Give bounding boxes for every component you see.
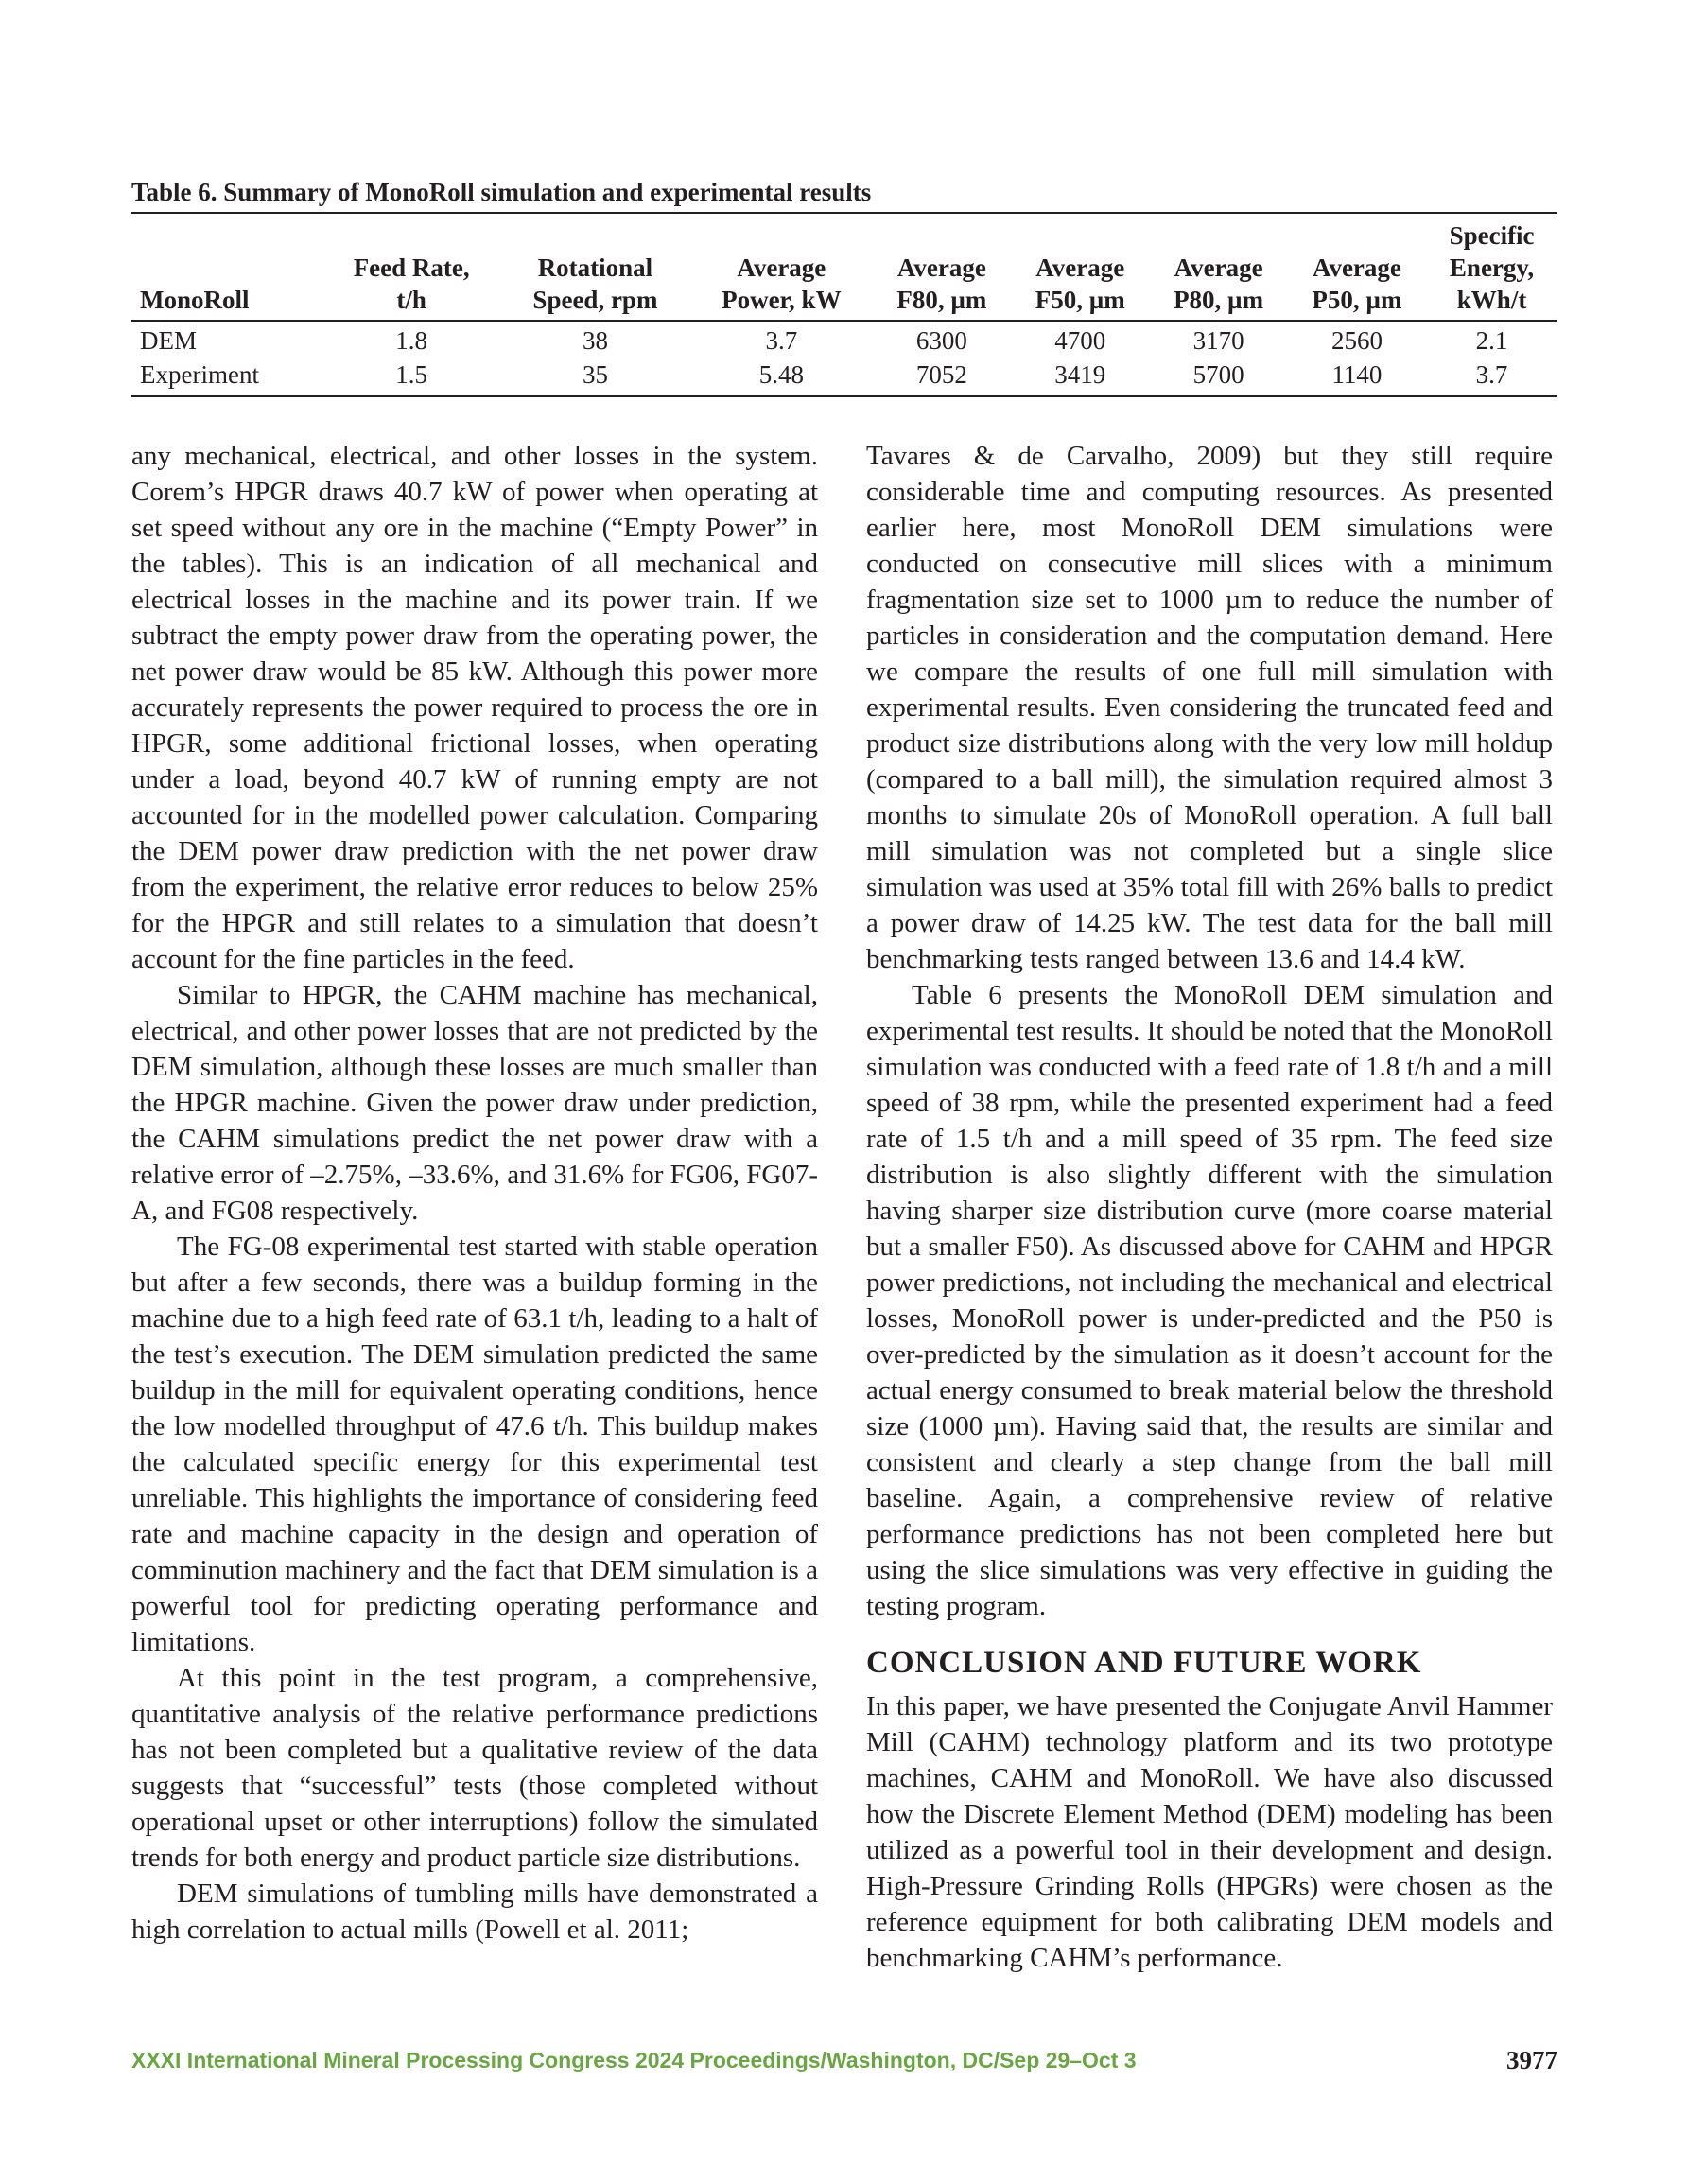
table-row xyxy=(131,321,1557,358)
table-cell: 35 xyxy=(582,360,608,389)
table-header-cell xyxy=(1288,213,1426,321)
paragraph: The FG-08 experimental test started with stable operation but after a few seconds, there was a buildup forming in the machine due to a high feed rate of 63.1 t/h, leading to a halt of the test’s execution. The DEM simulation predicted the same buildup in the mill for equivalent operating conditions, hence the low modelled throughput of 47.6 t/h. This buildup makes the calculated specific energy for this experimental test unreliable. This highlights the importance of considering feed rate and machine capacity in the design and operation of comminution machinery and the fact that DEM simulation is a powerful tool for predicting operating performance and limitations. xyxy=(131,1232,818,1657)
paragraph: In this paper, we have presented the Conjugate Anvil Hammer Mill (CAHM) technology platform and its two prototype machines, CAHM and MonoRoll. We have also discussed how the Discrete Element Method (DEM) modeling has been utilized as a powerful tool in their development and design. High-Pressure Grinding Rolls (HPGRs) were chosen as the reference equipment for both calibrating DEM models and benchmarking CAHM’s performance. xyxy=(866,1691,1553,1973)
table-header-text: Power, kW xyxy=(722,286,842,314)
table-body xyxy=(131,321,1557,396)
table-header-text: F50, µm xyxy=(1035,286,1125,314)
page-footer xyxy=(131,2048,1557,2076)
table-cell: 3.7 xyxy=(765,326,798,355)
table-header-text: Specific xyxy=(1449,221,1535,250)
paragraph: Table 6 presents the MonoRoll DEM simulation and experimental test results. It should be noted that the MonoRoll simulation was conducted with a feed rate of 1.8 t/h and a mill speed of 38 rpm, while the presented experiment had a feed rate of 1.5 t/h and a mill speed of 35 rpm. The feed size distribution is also slightly different with the simulation having sharper size distribution curve (more coarse material but a smaller F50). As discussed above for CAHM and HPGR power predictions, not including the mechanical and electrical losses, MonoRoll power is under-predicted and the P50 is over-predicted by the simulation as it doesn’t account for the actual energy consumed to break material below the threshold size (1000 µm). Having said that, the results are similar and consistent and clearly a step change from the ball mill baseline. Again, a comprehensive review of relative performance predictions has not been completed here but using the slice simulations was very effective in guiding the testing program. xyxy=(866,980,1553,1621)
table-header-text: Rotational xyxy=(537,253,653,282)
table-cell: 1.5 xyxy=(395,360,428,389)
table-header-cell xyxy=(322,213,500,321)
left-column xyxy=(131,438,818,1948)
table-header-text: Average xyxy=(896,253,986,282)
table-cell: 2.1 xyxy=(1475,326,1508,355)
table-header-text: t/h xyxy=(396,286,426,314)
table-header-cell xyxy=(690,213,873,321)
results-table xyxy=(131,212,1557,397)
table-header-row xyxy=(131,213,1557,321)
table-cell: 5700 xyxy=(1192,360,1244,389)
table-header-text: Speed, rpm xyxy=(532,286,658,314)
table-header-text: P50, µm xyxy=(1312,286,1402,314)
table-header-text: Average xyxy=(1174,253,1263,282)
table-header-text: MonoRoll xyxy=(140,286,250,314)
table-cell: 6300 xyxy=(915,326,967,355)
paragraph: DEM simulations of tumbling mills have demonstrated a high correlation to actual mills (Powell et al. 2011; xyxy=(131,1878,818,1945)
table-header-cell xyxy=(1426,213,1557,321)
table-header-cell xyxy=(1149,213,1287,321)
table-header-cell xyxy=(500,213,690,321)
table-cell: 7052 xyxy=(915,360,967,389)
table-cell: 3.7 xyxy=(1475,360,1508,389)
table-header-text: Average xyxy=(1035,253,1125,282)
table-cell: 1140 xyxy=(1331,360,1383,389)
paragraph: any mechanical, electrical, and other losses in the system. Corem’s HPGR draws 40.7 kW of power when operating at set speed without any ore in the machine (“Empty Power” in the tables). This is an indication of all mechanical and electrical losses in the machine and its power train. If we subtract the empty power draw from the operating power, the net power draw would be 85 kW. Although this power more accurately represents the power required to process the ore in HPGR, some additional frictional losses, when operating under a load, beyond 40.7 kW of running empty are not accounted for in the modelled power calculation. Comparing the DEM power draw prediction with the net power draw from the experiment, the relative error reduces to below 25% for the HPGR and still relates to a simulation that doesn’t account for the fine particles in the feed. xyxy=(131,441,818,974)
paragraph: Tavares & de Carvalho, 2009) but they still require considerable time and computing resources. As presented earlier here, most MonoRoll DEM simulations were conducted on consecutive mill slices with a minimum fragmentation size set to 1000 µm to reduce the number of particles in consideration and the computation demand. Here we compare the results of one full mill simulation with experimental results. Even considering the truncated feed and product size distributions along with the very low mill holdup (compared to a ball mill), the simulation required almost 3 months to simulate 20s of MonoRoll operation. A full ball mill simulation was not completed but a single slice simulation was used at 35% total fill with 26% balls to predict a power draw of 14.25 kW. The test data for the ball mill benchmarking tests ranged between 13.6 and 14.4 kW. xyxy=(866,441,1553,974)
table-header-cell xyxy=(1011,213,1149,321)
table-header-cell xyxy=(131,213,322,321)
table-header-text: Energy, xyxy=(1449,253,1535,282)
table-cell: 38 xyxy=(582,326,608,355)
table-cell: 2560 xyxy=(1330,326,1383,355)
results-table-block xyxy=(131,176,1557,397)
table-header-text: kWh/t xyxy=(1456,286,1527,314)
table-cell: 1.8 xyxy=(395,326,428,355)
right-column xyxy=(866,438,1553,1976)
table-cell: 3419 xyxy=(1054,360,1106,389)
paragraph: At this point in the test program, a comprehensive, quantitative analysis of the relative performance predictions has not been completed but a qualitative review of the data suggests that “successful” tests (those completed without operational upset or other interruptions) follow the simulated trends for both energy and product particle size distributions. xyxy=(131,1663,818,1873)
footer-conference-text: XXXI International Mineral Processing Congress 2024 Proceedings/Washington, DC/Sep 29–Oct 3 xyxy=(131,2048,1137,2072)
table-row xyxy=(131,358,1557,396)
table-header-text: P80, µm xyxy=(1174,286,1264,314)
paragraph: Similar to HPGR, the CAHM machine has mechanical, electrical, and other power losses that are not predicted by the DEM simulation, although these losses are much smaller than the HPGR machine. Given the power draw under prediction, the CAHM simulations predict the net power draw with a relative error of –2.75%, –33.6%, and 31.6% for FG06, FG07-A, and FG08 respectively. xyxy=(131,980,818,1226)
section-heading: CONCLUSION AND FUTURE WORK xyxy=(866,1646,1422,1680)
table-cell: 5.48 xyxy=(758,360,804,389)
table-cell: 3170 xyxy=(1192,326,1244,355)
table-header-cell xyxy=(873,213,1011,321)
table-caption: Table 6. Summary of MonoRoll simulation and experimental results xyxy=(131,178,872,206)
table-header-text: Average xyxy=(1312,253,1401,282)
table-cell: 4700 xyxy=(1054,326,1106,355)
table-cell: DEM xyxy=(140,326,197,355)
table-header-text: Average xyxy=(737,253,826,282)
table-header-text: F80, µm xyxy=(896,286,987,314)
page-number: 3977 xyxy=(1506,2046,1557,2074)
table-header-text: Feed Rate, xyxy=(353,253,470,282)
table-cell: Experiment xyxy=(140,360,259,389)
